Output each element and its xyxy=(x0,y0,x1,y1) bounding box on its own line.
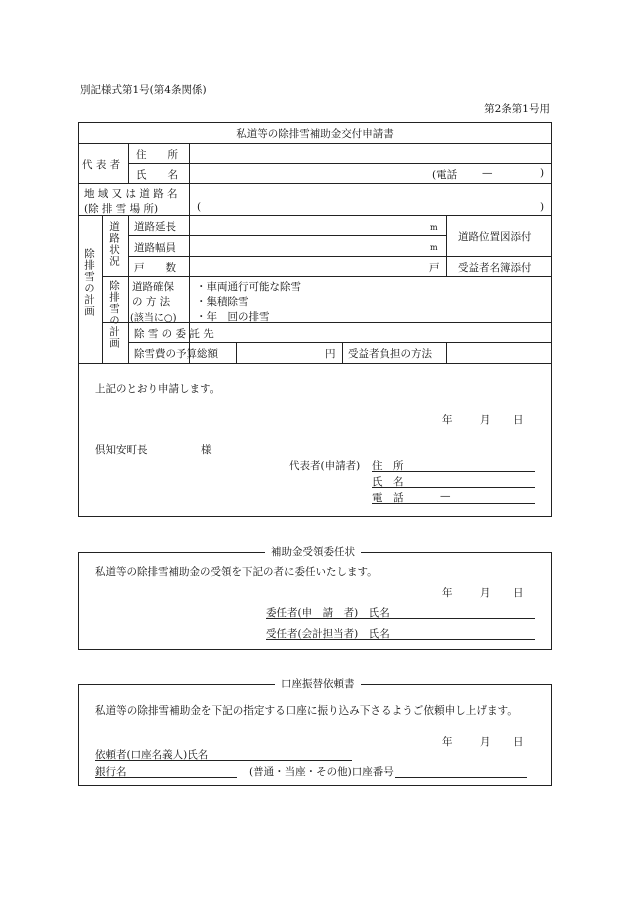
date-month: 月 xyxy=(480,414,491,426)
date-year: 年 xyxy=(442,414,453,426)
address-label: 住 所 xyxy=(136,149,178,161)
addressee-sama: 様 xyxy=(201,444,212,456)
households-label: 戸 数 xyxy=(134,262,176,274)
transfer-title: 口座振替依頼書 xyxy=(275,676,361,691)
delegation-date-month: 月 xyxy=(480,587,491,599)
attach-list: 受益者名簿添付 xyxy=(458,262,532,274)
method-option-3: ・年 回の排雪 xyxy=(196,311,270,323)
delegation-title: 補助金受領委任状 xyxy=(265,544,361,559)
phone-dash: — xyxy=(482,167,493,179)
delegation-text: 私道等の除排雪補助金の受領を下記の者に委任いたします。 xyxy=(95,566,378,578)
method-line-1: 道路確保 xyxy=(132,281,174,293)
location-paren-close: ) xyxy=(540,201,545,213)
plan-label: 除排雪の計画 xyxy=(83,248,95,317)
application-title: 私道等の除排雪補助金交付申請書 xyxy=(236,128,394,140)
transfer-date-day: 日 xyxy=(513,736,524,748)
delegation-date-year: 年 xyxy=(442,587,453,599)
road-status-label: 道路状況 xyxy=(108,221,120,267)
location-paren-open: ( xyxy=(197,201,202,213)
removal-plan-label: 除排雪の計画 xyxy=(108,280,120,349)
location-label-2: (除 排 雪 場 所) xyxy=(84,203,159,215)
phone-close: ) xyxy=(540,167,545,179)
delegator-label: 委任者(申 請 者) 氏名 xyxy=(266,607,390,619)
applicant-phone-label: 電 話 xyxy=(372,492,404,504)
road-width-label: 道路幅員 xyxy=(134,242,176,254)
form-id: 別記様式第1号(第4条関係) xyxy=(80,84,207,96)
account-type-label: (普通・当座・その他)口座番号 xyxy=(249,766,394,778)
method-line-3: (該当に○) xyxy=(130,313,177,324)
transfer-date-year: 年 xyxy=(442,736,453,748)
representative-label: 代 表 者 xyxy=(82,159,121,171)
addressee: 倶知安町長 xyxy=(95,444,148,456)
road-length-label: 道路延長 xyxy=(134,221,176,233)
date-day: 日 xyxy=(513,414,524,426)
bank-label: 銀行名 xyxy=(95,766,127,778)
requester-label: 依頼者(口座名義人)氏名 xyxy=(95,749,209,761)
method-option-2: ・集積除雪 xyxy=(196,296,249,308)
applicant-address-label: 住 所 xyxy=(372,460,404,472)
applicant-phone-dash: — xyxy=(440,490,451,502)
delegation-date-day: 日 xyxy=(513,587,524,599)
applicant-name-label: 氏 名 xyxy=(372,476,404,488)
road-width-unit: m xyxy=(430,243,438,252)
transfer-text: 私道等の除排雪補助金を下記の指定する口座に振り込み下さるようご依頼申し上げます。 xyxy=(95,705,518,717)
transfer-date-month: 月 xyxy=(480,736,491,748)
phone-open: (電話 xyxy=(432,169,458,181)
road-length-unit: m xyxy=(430,223,438,232)
burden-label: 受益者負担の方法 xyxy=(348,348,432,360)
contractor-label: 除 雪 の 委 託 先 xyxy=(134,328,214,340)
name-label: 氏 名 xyxy=(136,169,178,181)
method-option-1: ・車両通行可能な除雪 xyxy=(196,281,301,293)
delegate-label: 受任者(会計担当者) 氏名 xyxy=(266,628,390,640)
statement: 上記のとおり申請します。 xyxy=(95,383,221,395)
households-unit: 戸 xyxy=(429,262,440,274)
attach-map: 道路位置図添付 xyxy=(458,231,532,243)
budget-label: 除雪費の予算総額 xyxy=(134,348,218,360)
method-line-2: の 方 法 xyxy=(132,296,171,308)
form-ref: 第2条第1号用 xyxy=(484,103,550,115)
location-label-1: 地 域 又 は 道 路 名 xyxy=(84,188,178,200)
applicant-label: 代表者(申請者) xyxy=(289,460,361,472)
budget-unit: 円 xyxy=(325,348,336,360)
